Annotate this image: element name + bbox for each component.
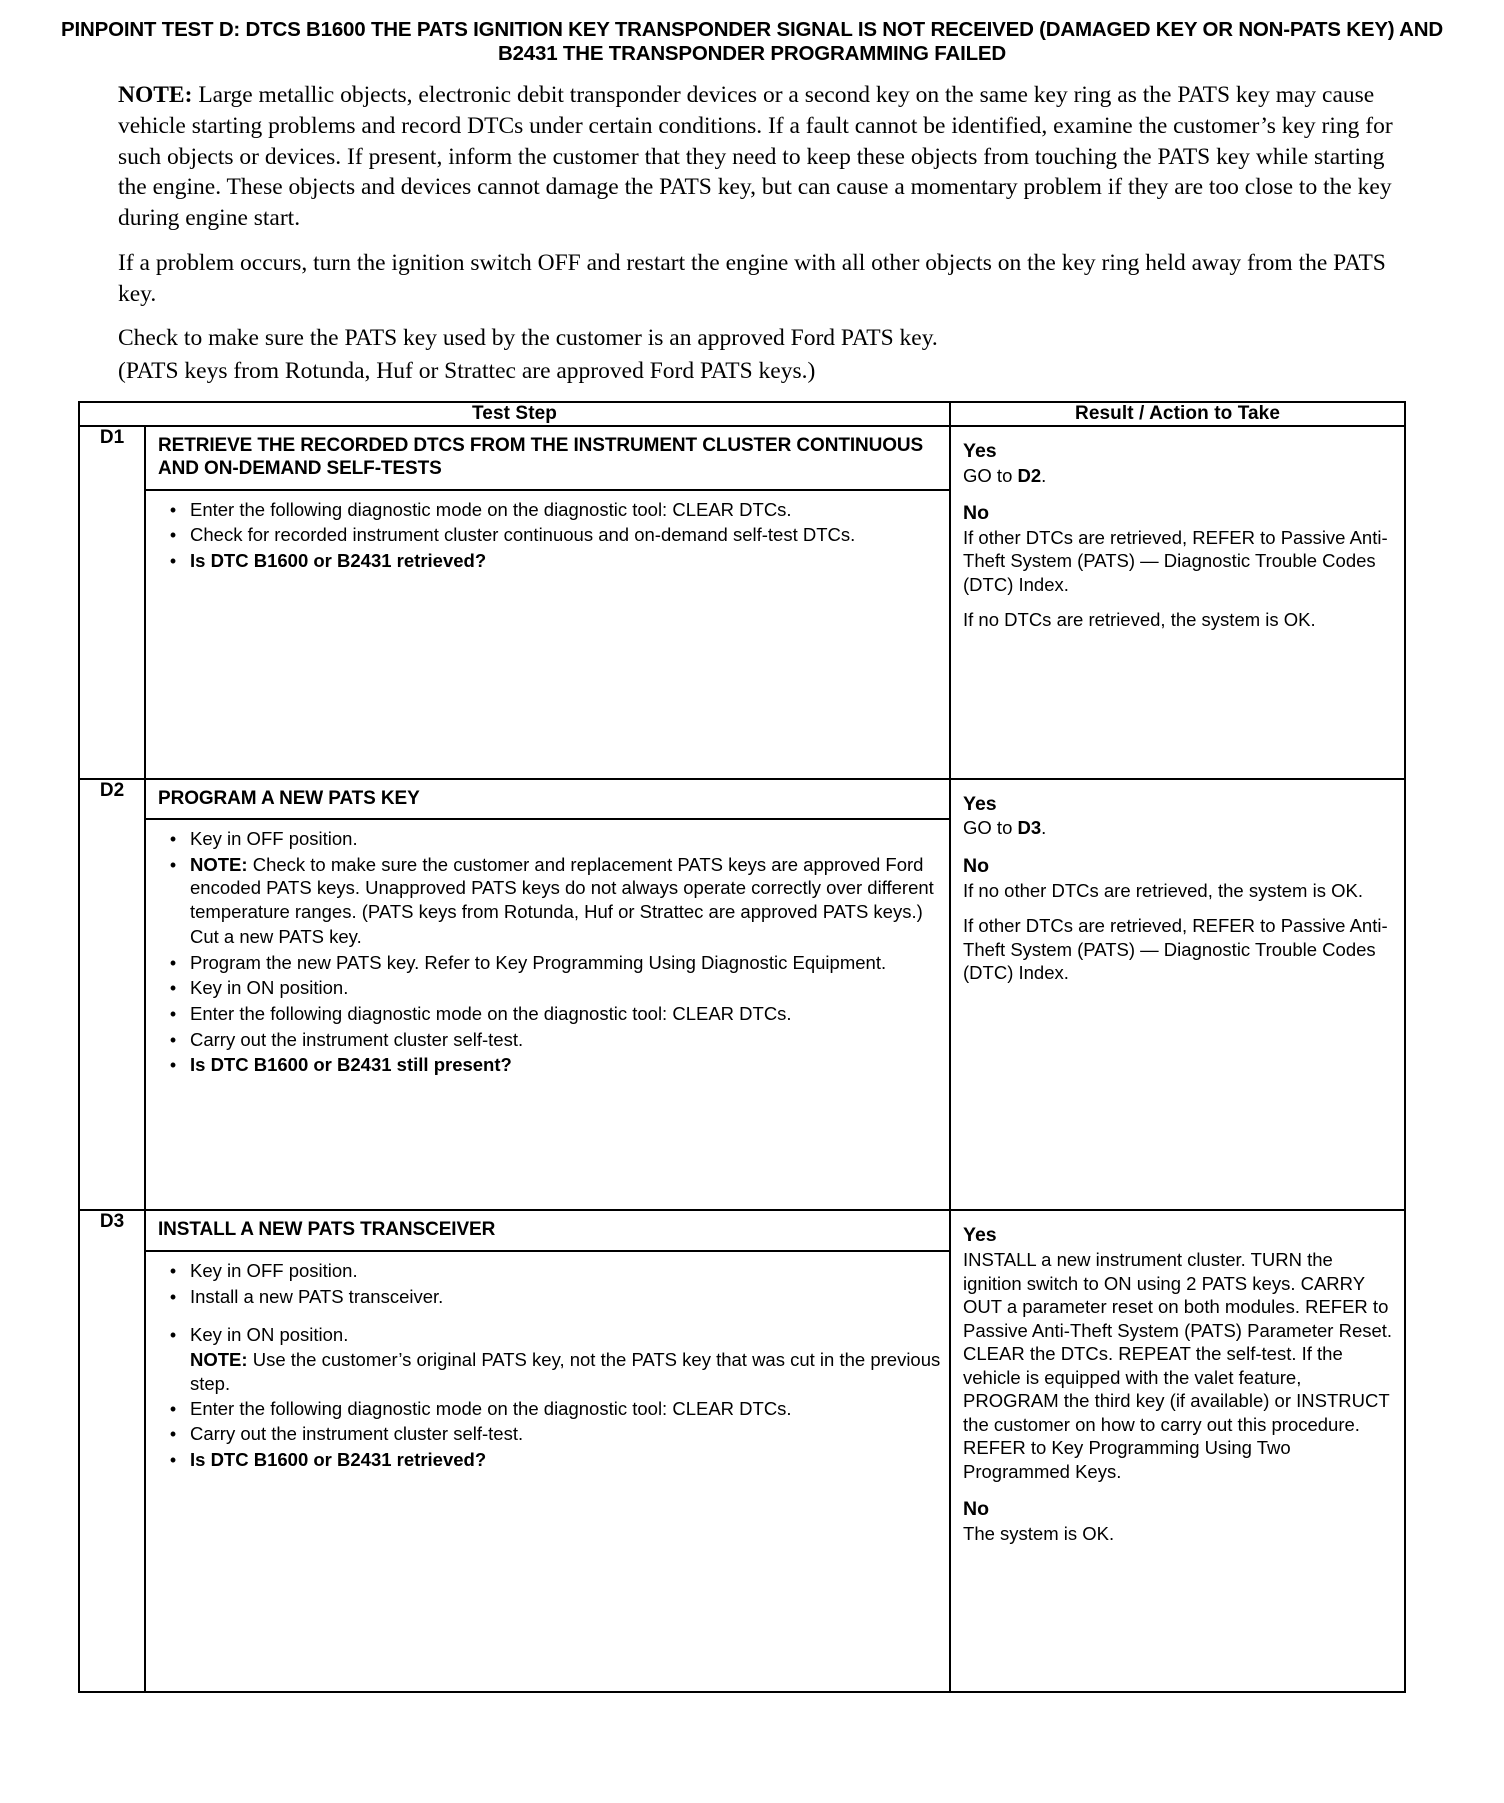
table-row bbox=[79, 779, 1405, 1211]
step-bullet-list bbox=[146, 820, 949, 1209]
result-content bbox=[951, 780, 1404, 997]
result-no-text: The system is OK. bbox=[963, 1522, 1115, 1544]
step-bullet bbox=[156, 1259, 941, 1283]
result-yes-label: Yes bbox=[963, 1224, 997, 1247]
step-bullet bbox=[156, 951, 941, 975]
bullet-dot-icon: • bbox=[169, 829, 177, 850]
note-label: NOTE: bbox=[118, 81, 193, 108]
step-bullet bbox=[156, 1053, 941, 1077]
result-no-label: No bbox=[963, 1497, 990, 1520]
bullet-dot-icon: • bbox=[169, 978, 177, 999]
bullet-text: Check for recorded instrument cluster continuous and on-demand self-test DTCs. bbox=[190, 524, 856, 546]
step-bullet bbox=[156, 1448, 941, 1472]
step-id: D3 bbox=[79, 1210, 145, 1692]
bullet-text: Carry out the instrument cluster self-test. bbox=[190, 1028, 524, 1050]
bullet-text: Enter the following diagnostic mode on the diagnostic tool: CLEAR DTCs. bbox=[190, 498, 792, 520]
bullet-dot-icon: • bbox=[169, 855, 177, 876]
step-title: RETRIEVE THE RECORDED DTCS FROM THE INSTRUMENT CLUSTER CONTINUOUS AND ON-DEMAND SELF-TESTS bbox=[146, 427, 949, 491]
header-test-step: Test Step bbox=[79, 402, 950, 426]
bullet-text: Is DTC B1600 or B2431 retrieved? bbox=[190, 1449, 487, 1471]
result-action-cell bbox=[950, 779, 1405, 1211]
bullet-text: Key in OFF position. bbox=[190, 828, 358, 850]
page-title: PINPOINT TEST D: DTCS B1600 THE PATS IGNITION KEY TRANSPONDER SIGNAL IS NOT RECEIVED (DAMAGED KEY OR NON-PATS KEY) AND B2431 THE TRANSPONDER PROGRAMMING FAILED bbox=[61, 18, 1443, 65]
step-bullet bbox=[156, 925, 941, 949]
step-title: PROGRAM A NEW PATS KEY bbox=[146, 780, 949, 821]
step-bullet bbox=[156, 549, 941, 573]
step-bullet bbox=[156, 1323, 941, 1347]
bullet-dot-icon: • bbox=[169, 1286, 177, 1307]
intro-paragraph-2: If a problem occurs, turn the ignition switch OFF and restart the engine with all other objects on the key ring held away from the PATS key. bbox=[118, 249, 1386, 307]
bullet-dot-icon: • bbox=[169, 1398, 177, 1419]
result-yes-label: Yes bbox=[963, 792, 997, 815]
bullet-text: NOTE: Check to make sure the customer and replacement PATS keys are approved Ford encoded PATS keys. Unapproved PATS keys do not always operate correctly over different temperature ranges. (PATS keys from Rotunda, Huf or Strattec are approved PATS keys.) bbox=[190, 854, 934, 922]
table-row bbox=[79, 426, 1405, 779]
bullet-text: Cut a new PATS key. bbox=[190, 925, 362, 947]
step-bullet bbox=[156, 1002, 941, 1026]
bullet-note-label: NOTE: bbox=[190, 1349, 248, 1371]
result-yes-target: D2 bbox=[1017, 464, 1042, 486]
bullet-text: Carry out the instrument cluster self-test. bbox=[190, 1423, 524, 1445]
bullet-note-label: NOTE: bbox=[190, 854, 248, 876]
bullet-text: Is DTC B1600 or B2431 still present? bbox=[190, 1054, 512, 1076]
page-bottom-spacer bbox=[40, 1693, 1464, 1793]
test-step-cell bbox=[145, 426, 950, 779]
bullet-dot-icon: • bbox=[169, 550, 177, 571]
result-no-text: If no DTCs are retrieved, the system is OK. bbox=[963, 609, 1316, 631]
bullet-dot-icon: • bbox=[169, 499, 177, 520]
bullet-text: Program the new PATS key. Refer to Key Programming Using Diagnostic Equipment. bbox=[190, 951, 887, 973]
result-content bbox=[951, 1211, 1404, 1557]
bullet-dot-icon: • bbox=[169, 1055, 177, 1076]
note-paragraph bbox=[118, 80, 1402, 234]
bullet-text: Install a new PATS transceiver. bbox=[190, 1285, 444, 1307]
step-bullet bbox=[156, 827, 941, 851]
bullet-dot-icon: • bbox=[169, 1029, 177, 1050]
bullet-text: Key in OFF position. bbox=[190, 1260, 358, 1282]
intro-paragraph-4: (PATS keys from Rotunda, Huf or Strattec are approved Ford PATS keys.) bbox=[118, 358, 816, 385]
pinpoint-test-table bbox=[78, 401, 1406, 1693]
bullet-text: NOTE: Use the customer’s original PATS key, not the PATS key that was cut in the previous step. bbox=[190, 1349, 941, 1394]
table-row bbox=[79, 1210, 1405, 1692]
result-yes-text: INSTALL a new instrument cluster. TURN the ignition switch to ON using 2 PATS keys. CARRY OUT a parameter reset on both modules. REFER to Passive Anti-Theft System (PATS) Parameter Reset. CLEAR the DTCs. REPEAT the self-test. If the vehicle is equipped with the valet feature, PROGRAM the third key (if available) or INSTRUCT the customer on how to carry out this procedure. REFER to Key Programming Using Two Programmed Keys. bbox=[963, 1249, 1393, 1482]
note-body: Large metallic objects, electronic debit transponder devices or a second key on the same key ring as the PATS key may cause vehicle starting problems and record DTCs under certain conditions. If a fault cannot be identified, examine the customer’s key ring for such objects or devices. If present, inform the customer that they need to keep these objects from touching the PATS key while starting the engine. These objects and devices cannot damage the PATS key, but can cause a momentary problem if they are too close to the key during engine start. bbox=[118, 81, 1393, 232]
bullet-text: Enter the following diagnostic mode on the diagnostic tool: CLEAR DTCs. bbox=[190, 1002, 792, 1024]
step-bullet bbox=[156, 976, 941, 1000]
step-title: INSTALL A NEW PATS TRANSCEIVER bbox=[146, 1211, 949, 1252]
bullet-dot-icon: • bbox=[169, 952, 177, 973]
result-yes-text: GO to D3. bbox=[963, 817, 1047, 839]
table-header-row bbox=[79, 402, 1405, 426]
result-no-text: If other DTCs are retrieved, REFER to Passive Anti-Theft System (PATS) — Diagnostic Trouble Codes (DTC) Index. bbox=[963, 526, 1388, 595]
header-result-action: Result / Action to Take bbox=[950, 402, 1405, 426]
step-bullet bbox=[156, 498, 941, 522]
step-bullet bbox=[156, 1285, 941, 1309]
intro-section bbox=[118, 80, 1464, 387]
result-no-label: No bbox=[963, 502, 990, 525]
bullet-text: Enter the following diagnostic mode on the diagnostic tool: CLEAR DTCs. bbox=[190, 1397, 792, 1419]
result-content bbox=[951, 427, 1404, 644]
result-no-text: If no other DTCs are retrieved, the system is OK. bbox=[963, 879, 1363, 901]
step-id: D2 bbox=[79, 779, 145, 1211]
result-yes-label: Yes bbox=[963, 440, 997, 462]
step-bullet bbox=[156, 853, 941, 923]
step-bullet bbox=[156, 1397, 941, 1421]
bullet-dot-icon: • bbox=[169, 1450, 177, 1471]
bullet-text: Key in ON position. bbox=[190, 977, 349, 999]
bullet-dot-icon: • bbox=[169, 1003, 177, 1024]
step-bullet bbox=[156, 1028, 941, 1052]
step-bullet-list bbox=[146, 1252, 949, 1691]
test-step-cell bbox=[145, 779, 950, 1211]
bullet-dot-icon: • bbox=[169, 1324, 177, 1345]
bullet-text: Key in ON position. bbox=[190, 1323, 349, 1345]
result-yes-text: GO to D2. bbox=[963, 464, 1047, 486]
result-no-label: No bbox=[963, 854, 990, 877]
result-no-text: If other DTCs are retrieved, REFER to Passive Anti-Theft System (PATS) — Diagnostic Trouble Codes (DTC) Index. bbox=[963, 915, 1388, 984]
bullet-dot-icon: • bbox=[169, 1261, 177, 1282]
bullet-text: Is DTC B1600 or B2431 retrieved? bbox=[190, 549, 487, 571]
bullet-dot-icon: • bbox=[169, 1424, 177, 1445]
result-action-cell bbox=[950, 426, 1405, 779]
step-bullet-list bbox=[146, 491, 949, 778]
result-yes-target: D3 bbox=[1017, 817, 1042, 839]
step-bullet bbox=[156, 1348, 941, 1395]
intro-paragraph-3: Check to make sure the PATS key used by the customer is an approved Ford PATS key. bbox=[118, 325, 938, 352]
step-bullet bbox=[156, 1422, 941, 1446]
result-action-cell bbox=[950, 1210, 1405, 1692]
test-step-cell bbox=[145, 1210, 950, 1692]
bullet-dot-icon: • bbox=[169, 525, 177, 546]
step-bullet bbox=[156, 523, 941, 547]
step-id: D1 bbox=[79, 426, 145, 779]
